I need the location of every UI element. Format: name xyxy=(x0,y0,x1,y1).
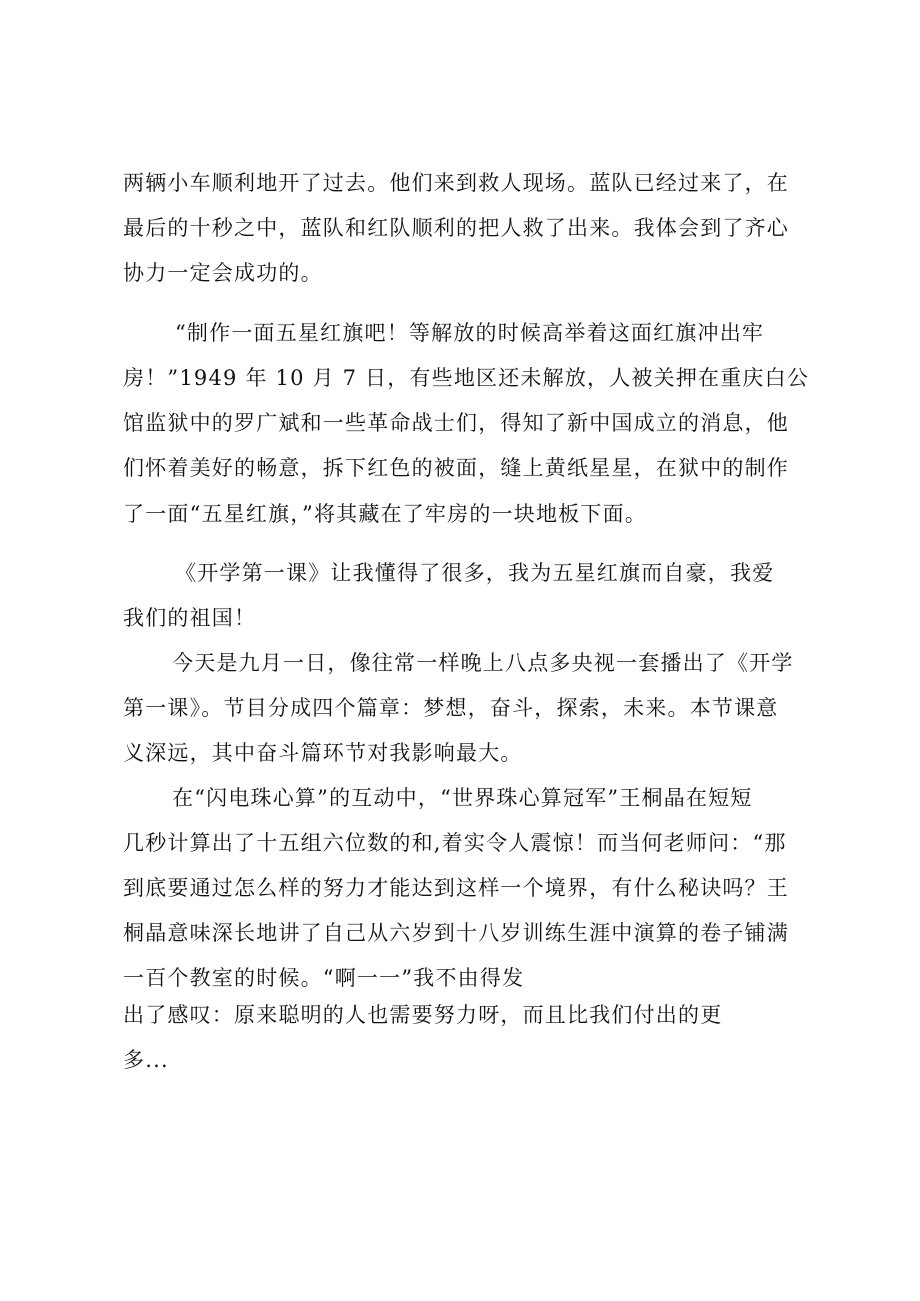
text-line: 两辆小车顺利地开了过去。他们来到救人现场。蓝队已经过来了，在 xyxy=(123,171,789,195)
text-line: 几秒计算出了十五组六位数的和,着实令人震惊！而当何老师问：“那 xyxy=(123,831,787,855)
text-line: 最后的十秒之中，蓝队和红队顺利的把人救了出来。我体会到了齐心 xyxy=(123,216,789,240)
text-line: 桐晶意味深长地讲了自己从六岁到十八岁训练生涯中演算的卷子铺满 xyxy=(123,921,789,945)
paragraph-start-line: “制作一面五星红旗吧！等解放的时候高举着这面红旗冲出牢 xyxy=(175,321,765,345)
text-line: 馆监狱中的罗广斌和一些革命战士们，得知了新中国成立的消息，他 xyxy=(123,411,789,435)
text-line: 出了感叹：原来聪明的人也需要努力呀，而且比我们付出的更 xyxy=(123,1003,723,1027)
text-line: 房！”1949 年 10 月 7 日，有些地区还未解放，人被关押在重庆白公 xyxy=(123,366,810,390)
text-line: 们怀着美好的畅意，拆下红色的被面，缝上黄纸星星，在狱中的制作 xyxy=(123,456,789,480)
text-line: 我们的祖国！ xyxy=(123,606,257,630)
text-line: 一百个教室的时候。“啊一一”我不由得发 xyxy=(123,966,525,990)
text-line: 第一课》。节目分成四个篇章：梦想，奋斗，探索，未来。本节课意 xyxy=(123,696,779,720)
text-line: 了一面“五星红旗，”将其藏在了牢房的一块地板下面。 xyxy=(123,502,647,526)
text-line: 义深远，其中奋斗篇环节对我影响最大。 xyxy=(123,741,523,765)
text-line: 协力一定会成功的。 xyxy=(123,261,323,285)
paragraph-start-line: 《开学第一课》让我懂得了很多，我为五星红旗而自豪，我爱 xyxy=(175,561,775,585)
text-line: 多... xyxy=(123,1048,169,1072)
text-line: 到底要通过怎么样的努力才能达到这样一个境界，有什么秘诀吗？王 xyxy=(123,876,789,900)
paragraph-start-line: 今天是九月一日，像往常一样晚上八点多央视一套播出了《开学 xyxy=(172,651,794,675)
paragraph-start-line: 在“闪电珠心算”的互动中，“世界珠心算冠军”王桐晶在短短 xyxy=(172,786,753,810)
